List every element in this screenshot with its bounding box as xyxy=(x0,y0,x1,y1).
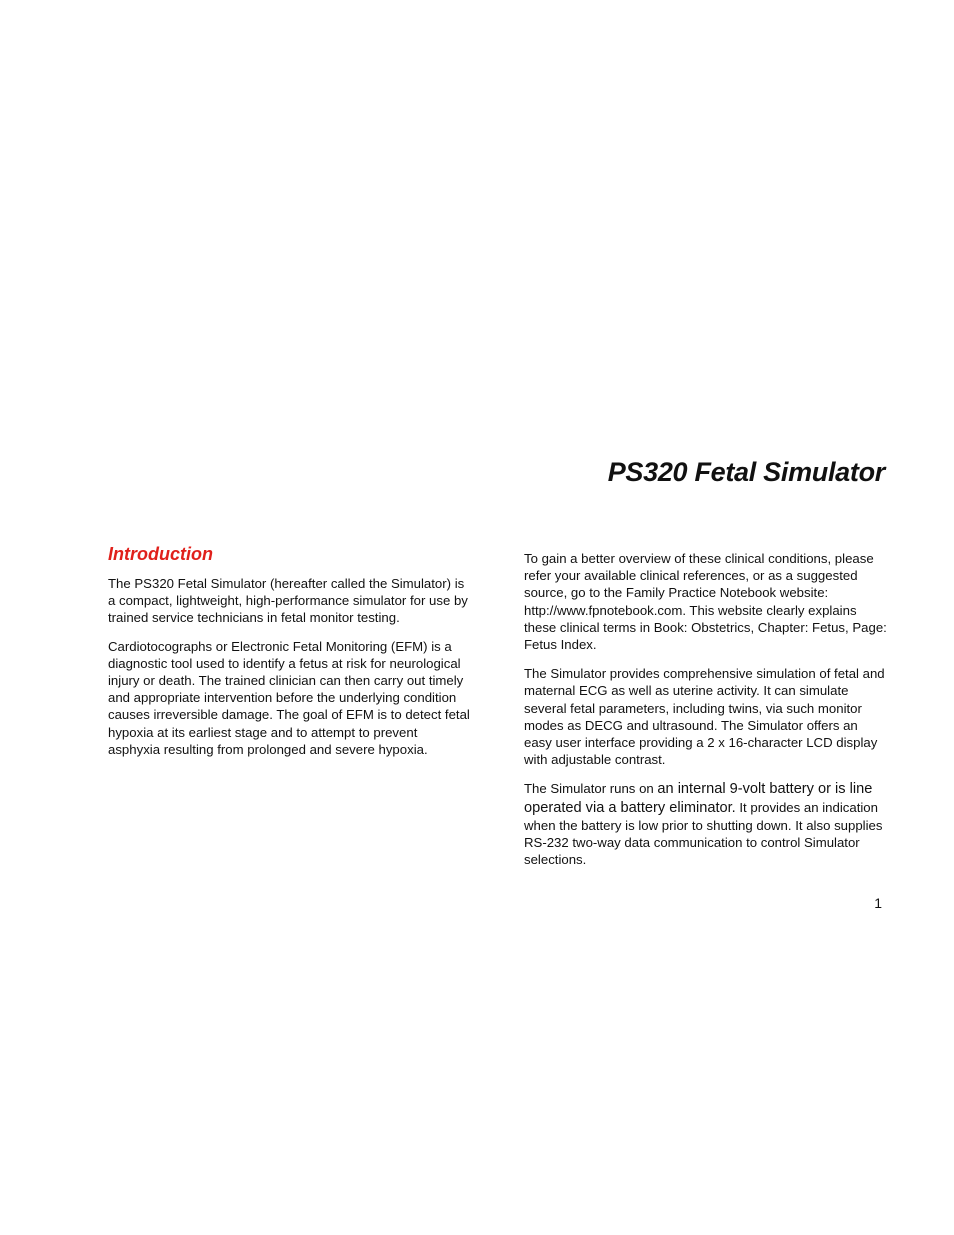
simulation-paragraph: The Simulator provides comprehensive simulation of fetal and maternal ECG as well as uterine activity. It can simulate several fetal parameters, including twins, via such monitor modes as DECG and ultrasound. The Simulator offers an easy user interface providing a 2 x 16-character LCD display with adjustable contrast. xyxy=(524,666,885,768)
page-title: PS320 Fetal Simulator xyxy=(607,457,885,487)
intro-paragraph-1: The PS320 Fetal Simulator (hereafter called the Simulator) is a compact, lightweight, high-performance simulator for use by trained service technicians in fetal monitor testing. xyxy=(108,576,468,626)
overview-paragraph: To gain a better overview of these clinical conditions, please refer your available clinical references, or as a suggested source, go to the Family Practice Notebook website: http://www.fpnotebook.com. This website clearly explains these clinical terms in Book: Obstetrics, Chapter: Fetus, Page: Fetus Index. xyxy=(524,551,887,653)
right-column xyxy=(524,550,888,880)
left-column xyxy=(108,543,470,769)
power-paragraph-part3: It provides an indication when the battery is low prior to shutting down. It also supplies RS-232 two-way data communication to control Simulator selections. xyxy=(524,799,883,868)
page-number: 1 xyxy=(874,895,882,911)
section-heading-introduction: Introduction xyxy=(108,544,213,564)
intro-paragraph-2: Cardiotocographs or Electronic Fetal Monitoring (EFM) is a diagnostic tool used to identify a fetus at risk for neurological injury or death. The trained clinician can then carry out timely and appropriate intervention before the underlying condition causes irreversible damage. The goal of EFM is to detect fetal hypoxia at its earliest stage and to attempt to prevent asphyxia resulting from prolonged and severe hypoxia. xyxy=(108,638,470,757)
power-paragraph-part1: The Simulator runs on xyxy=(524,781,658,797)
power-paragraph xyxy=(524,780,888,868)
power-paragraph-part2: an internal 9-volt battery or is line operated via a battery eliminator. xyxy=(524,781,873,816)
